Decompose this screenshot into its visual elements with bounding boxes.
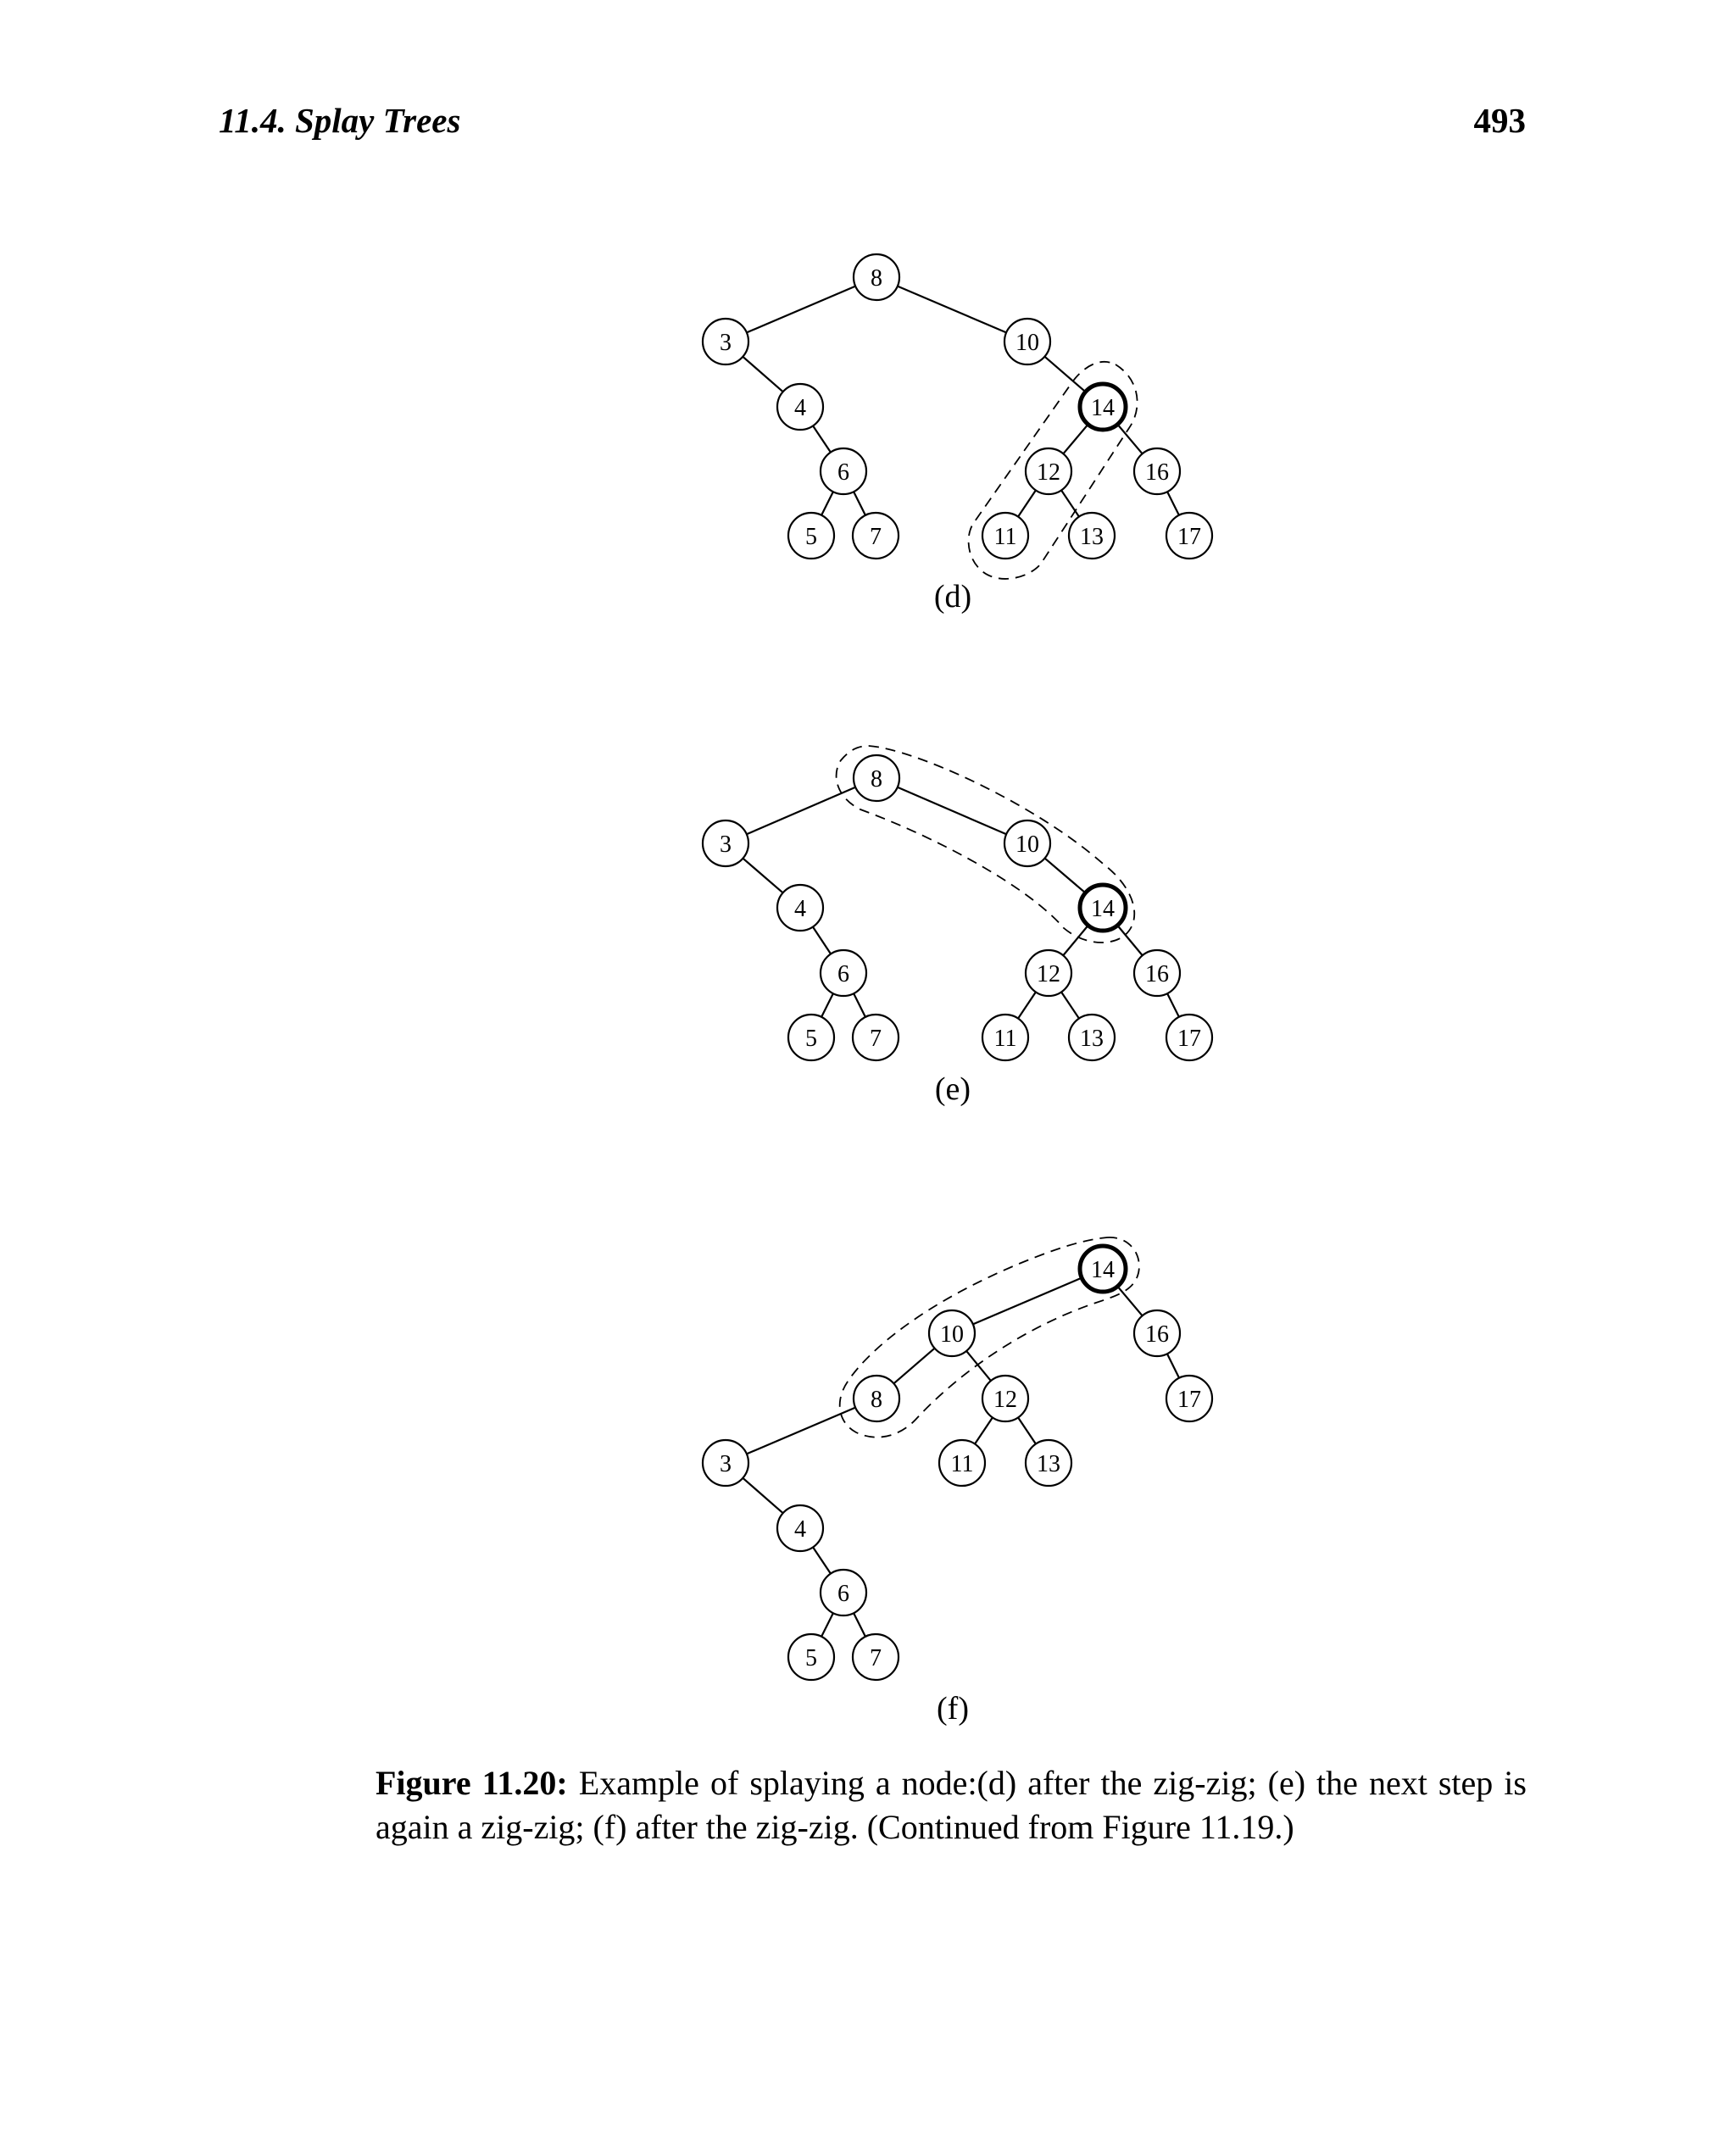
tree-edge-12-11 [1018, 490, 1036, 516]
tree-node-16 [1134, 448, 1180, 494]
tree-node-label: 8 [871, 1387, 882, 1413]
tree-node-14 [1080, 1246, 1126, 1292]
tree-node-4 [777, 1505, 823, 1551]
tree-node-7 [853, 513, 899, 559]
tree-node-13 [1069, 1015, 1115, 1060]
tree-node-label: 6 [837, 459, 849, 486]
tree-node-8 [854, 254, 899, 300]
tree-edge-6-5 [821, 1613, 833, 1637]
tree-node-label: 6 [837, 1581, 849, 1607]
tree-node-label: 11 [950, 1451, 974, 1477]
tree-edge-10-8 [893, 1349, 934, 1384]
tree-node-label: 7 [870, 524, 882, 550]
tree-edge-14-10 [973, 1278, 1082, 1325]
tree-node-7 [853, 1015, 899, 1060]
subfigure-label-d: (d) [933, 579, 972, 614]
tree-node-label: 14 [1091, 1257, 1115, 1283]
figure-caption-text: Example of splaying a node:(d) after the zig-zig; (e) the next step is again a zig-zig; (f) after the zig-zig. (Continued from Figure 11.19.) [376, 1764, 1527, 1846]
tree-node-label: 3 [720, 831, 732, 858]
tree-node-17 [1166, 1015, 1212, 1060]
tree-node-label: 7 [870, 1645, 882, 1671]
tree-node-16 [1134, 950, 1180, 996]
tree-node-4 [777, 384, 823, 430]
tree-edge-10-14 [1045, 859, 1086, 893]
tree-edge-3-4 [743, 859, 782, 893]
tree-node-5 [788, 1015, 834, 1060]
tree-node-label: 11 [993, 1026, 1017, 1052]
tree-edge-4-6 [813, 425, 831, 452]
tree-node-5 [788, 1634, 834, 1680]
tree-node-label: 4 [794, 1516, 806, 1543]
tree-node-label: 4 [794, 395, 806, 421]
tree-node-3 [703, 319, 748, 364]
tree-node-16 [1134, 1310, 1180, 1356]
tree-edge-4-6 [813, 1547, 831, 1573]
tree-edge-16-17 [1167, 492, 1179, 515]
tree-edge-6-5 [821, 492, 833, 515]
tree-node-13 [1026, 1440, 1071, 1486]
tree-edge-12-13 [1061, 490, 1079, 516]
tree-node-label: 14 [1091, 896, 1115, 922]
tree-edge-10-12 [966, 1351, 991, 1381]
tree-node-label: 13 [1037, 1451, 1060, 1477]
tree-node-label: 16 [1145, 459, 1169, 486]
tree-edge-4-6 [813, 927, 831, 954]
tree-node-3 [703, 1440, 748, 1486]
tree-node-17 [1166, 1376, 1212, 1421]
tree-node-label: 7 [870, 1026, 882, 1052]
tree-node-label: 12 [1037, 459, 1060, 486]
tree-node-6 [821, 950, 866, 996]
tree-node-label: 11 [993, 524, 1017, 550]
tree-edge-3-4 [743, 1478, 782, 1513]
tree-node-6 [821, 448, 866, 494]
tree-node-12 [1026, 950, 1071, 996]
tree-node-label: 4 [794, 896, 806, 922]
tree-edge-12-11 [975, 1417, 993, 1443]
tree-edge-6-7 [854, 993, 865, 1017]
tree-edge-12-13 [1061, 992, 1079, 1018]
tree-node-label: 12 [993, 1387, 1017, 1413]
tree-node-label: 8 [871, 265, 882, 292]
tree-node-4 [777, 885, 823, 931]
subfigure-label-e: (e) [934, 1071, 971, 1107]
tree-node-label: 10 [1015, 330, 1039, 356]
tree-edge-8-3 [747, 1408, 855, 1454]
tree-node-12 [1026, 448, 1071, 494]
tree-node-label: 6 [837, 961, 849, 987]
tree-node-10 [1004, 820, 1050, 866]
tree-edge-14-12 [1063, 425, 1088, 454]
tree-node-label: 8 [871, 766, 882, 792]
tree-node-label: 16 [1145, 1321, 1169, 1348]
tree-node-8 [854, 1376, 899, 1421]
tree-node-8 [854, 755, 899, 801]
tree-node-12 [982, 1376, 1028, 1421]
tree-edge-8-10 [898, 286, 1006, 333]
tree-edge-6-7 [854, 492, 865, 515]
tree-edge-14-16 [1117, 1287, 1142, 1316]
tree-node-3 [703, 820, 748, 866]
tree-panel-f [703, 1237, 1212, 1727]
tree-node-11 [982, 513, 1028, 559]
tree-node-label: 13 [1080, 1026, 1104, 1052]
subfigure-label-f: (f) [937, 1691, 969, 1727]
tree-node-13 [1069, 513, 1115, 559]
tree-node-label: 3 [720, 330, 732, 356]
tree-edge-8-3 [747, 286, 855, 333]
tree-node-label: 10 [1015, 831, 1039, 858]
tree-edge-12-13 [1018, 1417, 1036, 1443]
tree-node-5 [788, 513, 834, 559]
tree-node-label: 10 [940, 1321, 964, 1348]
tree-node-14 [1080, 885, 1126, 931]
tree-node-label: 14 [1091, 395, 1115, 421]
tree-node-11 [982, 1015, 1028, 1060]
tree-node-label: 13 [1080, 524, 1104, 550]
tree-node-11 [939, 1440, 985, 1486]
tree-panel-e [703, 746, 1212, 1107]
figure-caption [376, 1761, 1527, 1849]
tree-edge-6-5 [821, 993, 833, 1017]
tree-edge-8-10 [898, 787, 1006, 835]
tree-node-label: 5 [805, 524, 817, 550]
tree-node-label: 5 [805, 1645, 817, 1671]
page-number: 493 [1473, 101, 1526, 140]
tree-node-label: 17 [1177, 1026, 1201, 1052]
running-head-section-title: 11.4. Splay Trees [219, 101, 461, 140]
tree-node-label: 17 [1177, 524, 1201, 550]
tree-node-14 [1080, 384, 1126, 430]
tree-node-label: 17 [1177, 1387, 1201, 1413]
tree-edge-12-11 [1018, 992, 1036, 1018]
tree-edge-16-17 [1167, 1354, 1179, 1378]
tree-node-10 [1004, 319, 1050, 364]
tree-node-7 [853, 1634, 899, 1680]
tree-node-10 [929, 1310, 975, 1356]
tree-edge-8-3 [747, 787, 855, 835]
tree-edge-3-4 [743, 357, 782, 392]
tree-node-label: 3 [720, 1451, 732, 1477]
tree-edge-16-17 [1167, 993, 1179, 1017]
tree-node-17 [1166, 513, 1212, 559]
tree-node-label: 12 [1037, 961, 1060, 987]
tree-panel-d [703, 254, 1212, 614]
tree-node-label: 16 [1145, 961, 1169, 987]
tree-node-label: 5 [805, 1026, 817, 1052]
tree-node-6 [821, 1570, 866, 1615]
tree-edge-6-7 [854, 1613, 865, 1637]
figure-caption-label: Figure 11.20: [376, 1764, 568, 1802]
